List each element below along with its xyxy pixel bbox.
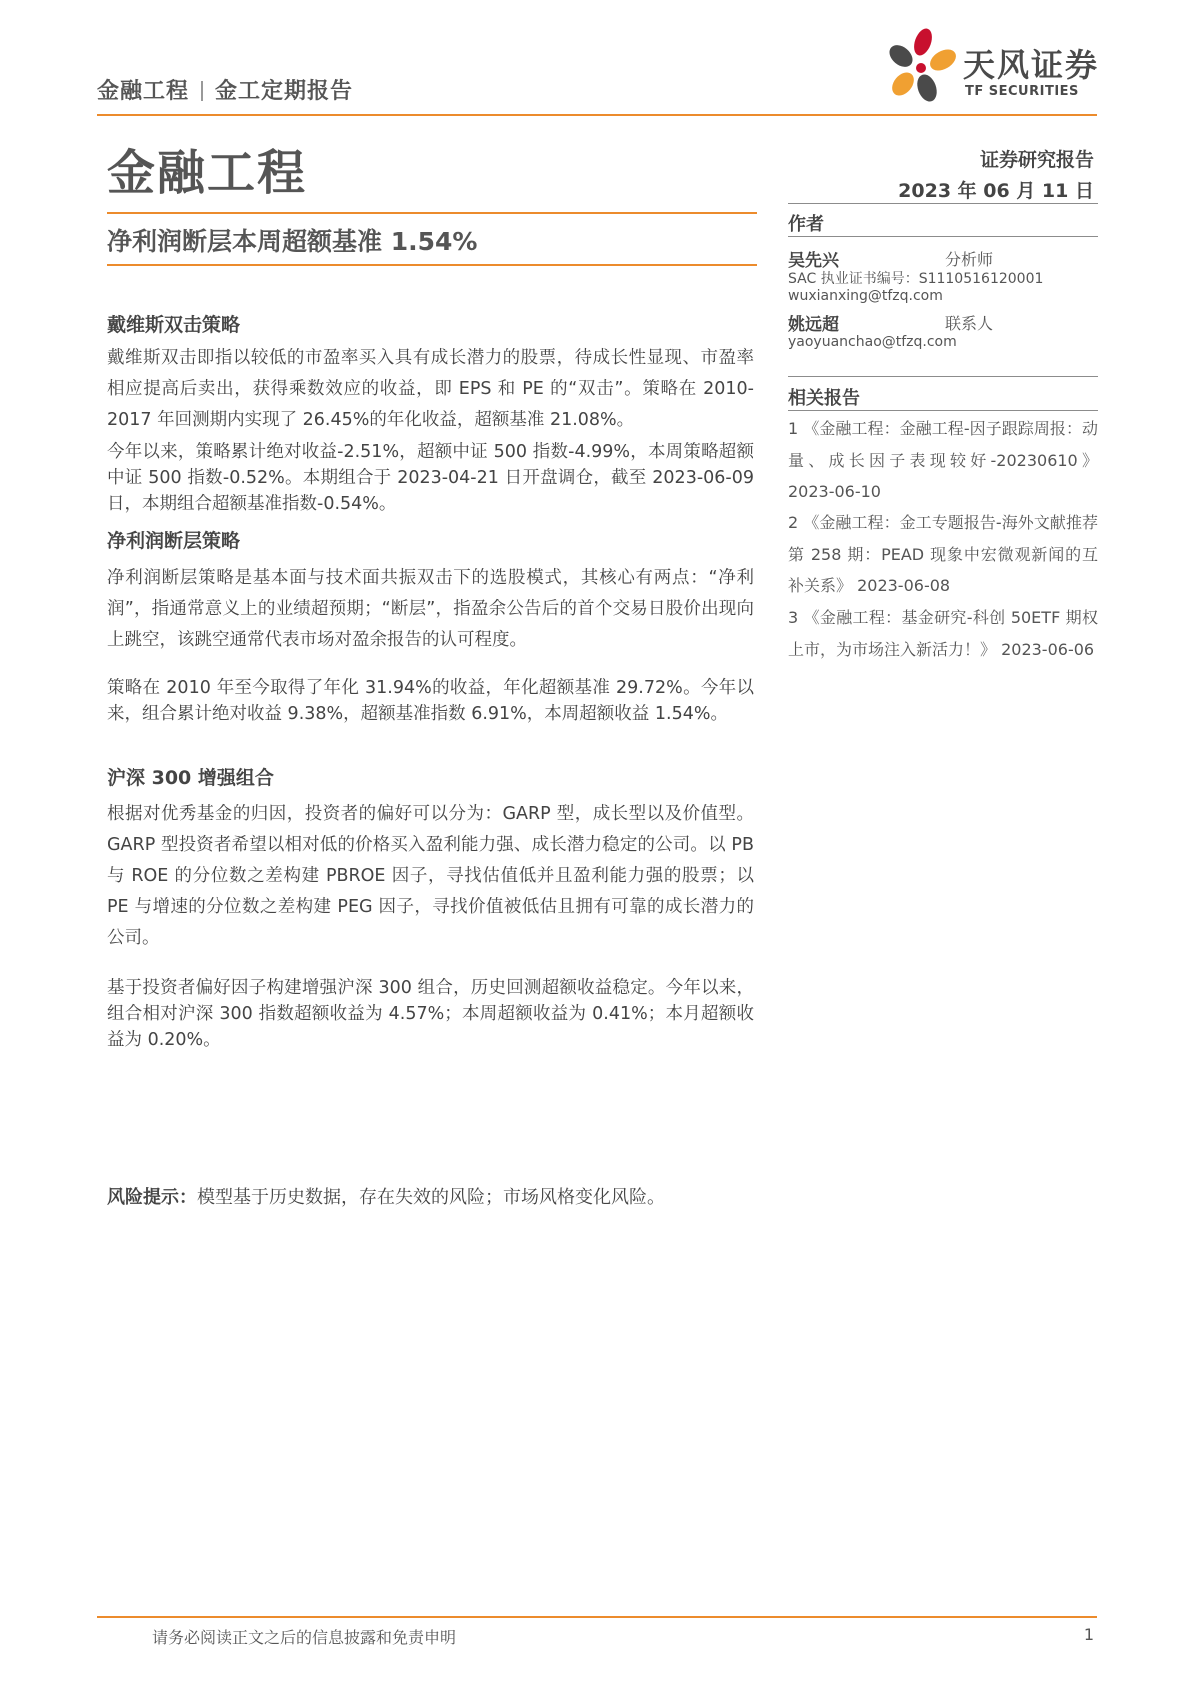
author-role-1: 分析师 xyxy=(945,250,994,269)
section-title-hs300: 沪深 300 增强组合 xyxy=(107,767,274,789)
author-role-2: 联系人 xyxy=(945,314,994,333)
risk-notice xyxy=(107,1183,665,1209)
author-top-rule xyxy=(788,203,1098,204)
breadcrumb xyxy=(97,74,353,105)
report-type: 证券研究报告 xyxy=(979,149,1094,171)
company-logo xyxy=(883,26,1103,110)
logo-name-en: TF SECURITIES xyxy=(965,84,1079,99)
author-heading-rule xyxy=(788,236,1098,237)
subtitle-bottom-rule xyxy=(107,264,757,266)
related-report-3[interactable]: 3 《金融工程：基金研究-科创 50ETF 期权上市，为市场注入新活力！》 2023-06-06 xyxy=(788,608,1098,659)
header-divider xyxy=(97,114,1097,116)
breadcrumb-separator xyxy=(201,81,203,101)
paragraph-net-profit-gap-1: 净利润断层策略是基本面与技术面共振双击下的选股模式，其核心有两点：“净利润”，指通常意义上的业绩超预期；“断层”，指盈余公告后的首个交易日股价出现向上跳空，该跳空通常代表市场对盈余报告的认可程度。 xyxy=(107,568,754,650)
author-email-2[interactable]: yaoyuanchao@tfzq.com xyxy=(788,334,957,350)
related-top-rule xyxy=(788,376,1098,377)
risk-label: 风险提示： xyxy=(107,1187,197,1208)
report-subtitle: 净利润断层本周超额基准 1.54% xyxy=(107,227,478,256)
subtitle-top-rule xyxy=(107,212,757,214)
breadcrumb-section: 金融工程 xyxy=(97,79,190,104)
related-heading-rule xyxy=(788,410,1098,411)
flower-logo-icon xyxy=(883,26,959,110)
related-report-2[interactable]: 2 《金融工程：金工专题报告-海外文献推荐 第 258 期：PEAD 现象中宏微观新闻的互补关系》 2023-06-08 xyxy=(788,513,1098,595)
footer-divider xyxy=(97,1616,1097,1618)
paragraph-davis-1: 戴维斯双击即指以较低的市盈率买入具有成长潜力的股票，待成长性显现、市盈率相应提高后卖出，获得乘数效应的收益，即 EPS 和 PE 的“双击”。策略在 2010-2017 年回测期内实现了 26.45%的年化收益，超额基准 21.08%。 xyxy=(107,348,754,430)
paragraph-hs300-2: 基于投资者偏好因子构建增强沪深 300 组合，历史回测超额收益稳定。今年以来，组合相对沪深 300 指数超额收益为 4.57%；本周超额收益为 0.41%；本月超额收益为 0.20%。 xyxy=(107,978,754,1050)
breadcrumb-category: 金工定期报告 xyxy=(215,79,354,104)
footer-disclaimer: 请务必阅读正文之后的信息披露和免责申明 xyxy=(152,1628,457,1647)
author-email-1[interactable]: wuxianxing@tfzq.com xyxy=(788,288,943,304)
authors-heading: 作者 xyxy=(788,214,824,235)
paragraph-davis-2: 今年以来，策略累计绝对收益-2.51%，超额中证 500 指数-4.99%，本周策略超额中证 500 指数-0.52%。本期组合于 2023-04-21 日开盘调仓，截至 2023-06-09 日，本期组合超额基准指数-0.54%。 xyxy=(107,442,754,514)
section-title-net-profit-gap: 净利润断层策略 xyxy=(107,530,241,552)
page-title: 金融工程 xyxy=(107,145,308,201)
author-name-2: 姚远超 xyxy=(788,315,839,335)
logo-name-cn: 天风证券 xyxy=(963,46,1100,84)
related-reports-heading: 相关报告 xyxy=(788,388,860,409)
author-name-1: 吴先兴 xyxy=(788,251,839,271)
author-cert-1: SAC 执业证书编号：S1110516120001 xyxy=(788,271,1044,287)
section-title-davis: 戴维斯双击策略 xyxy=(107,314,241,336)
paragraph-net-profit-gap-2: 策略在 2010 年至今取得了年化 31.94%的收益，年化超额基准 29.72%。今年以来，组合累计绝对收益 9.38%，超额基准指数 6.91%，本周超额收益 1.54%。 xyxy=(107,678,754,724)
paragraph-hs300-1: 根据对优秀基金的归因，投资者的偏好可以分为：GARP 型，成长型以及价值型。GARP 型投资者希望以相对低的价格买入盈利能力强、成长潜力稳定的公司。以 PB 与 ROE 的分位数之差构建 PBROE 因子，寻找估值低并且盈利能力强的股票；以 PE 与增速的分位数之差构建 PEG 因子，寻找价值被低估且拥有可靠的成长潜力的公司。 xyxy=(107,804,754,948)
related-report-1[interactable]: 1 《金融工程：金融工程-因子跟踪周报：动量、成长因子表现较好-20230610》 2023-06-10 xyxy=(788,419,1098,501)
page-number: 1 xyxy=(1083,1625,1094,1644)
risk-text: 模型基于历史数据，存在失效的风险；市场风格变化风险。 xyxy=(197,1187,665,1208)
report-date: 2023 年 06 月 11 日 xyxy=(898,180,1094,202)
